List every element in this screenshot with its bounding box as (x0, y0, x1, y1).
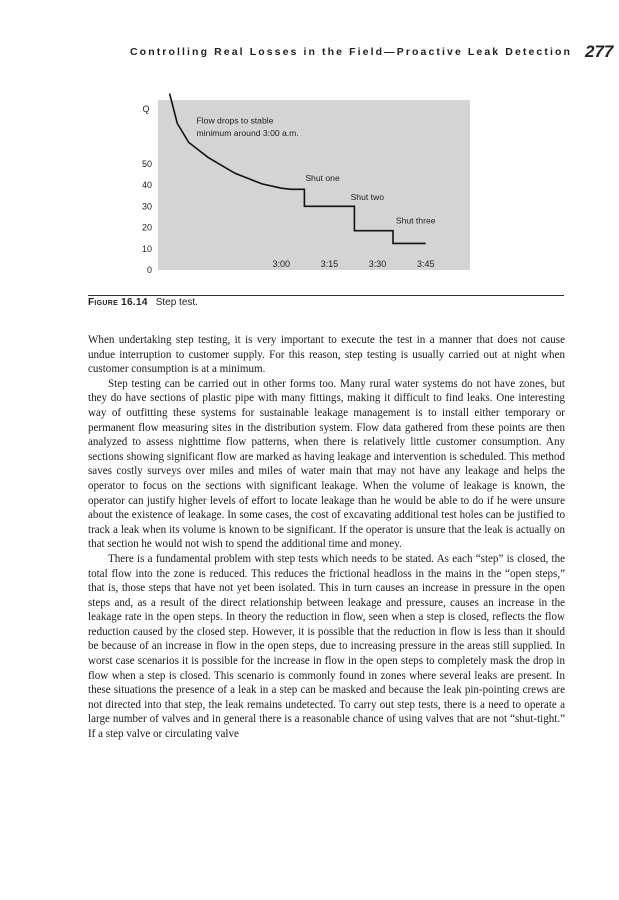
step-test-chart (140, 92, 480, 282)
x-tick-label: 3:45 (416, 259, 435, 269)
body-text (88, 333, 565, 742)
x-tick-label: 3:00 (272, 259, 291, 269)
paragraph: When undertaking step testing, it is very important to execute the test in a manner that does not cause undue interruption to customer supply. For this reason, step testing is usually carried out at night when customer consumption is at a minimum. (88, 334, 565, 376)
x-tick-label: 3:15 (320, 259, 339, 269)
paragraph: There is a fundamental problem with step tests which needs to be stated. As each “step” is closed, the total flow into the zone is reduced. This reduces the frictional headloss in the mains in the “open steps,” that is, those steps that have not yet been isolated. This in turn causes an increase in pressure in the open steps and, as a result of the direct relationship between leakage and pressure, causes an increase in the leakage rate in the open steps. In theory the reduction in flow, seen when a step is closed, reflects the flow reduction caused by the closed step. However, it is possible that the reduction in flow is less than it should be because of an increase in flow in the open steps, due to increasing pressure in the areas still supplied. In worst case scenarios it is possible for the increase in flow in the open steps to completely mask the drop in flow when a step is closed. This scenario is commonly found in zones where several leaks are present. In these situations the presence of a leak in a step can be masked and because the leak pin-pointing crews are not directed into that step, the leak remains undetected. To carry out step tests, there is a need to operate a large number of valves and in general there is a reasonable chance of using valves that are not “shut-tight.” If a step valve or circulating valve (88, 552, 565, 741)
caption-rule (88, 295, 564, 296)
chart-annotation: minimum around 3:00 a.m. (196, 128, 299, 139)
plot-area (158, 100, 470, 270)
x-tick-label: 3:30 (368, 259, 387, 269)
chart-annotation: Flow drops to stable (196, 115, 274, 126)
y-tick-label: 30 (141, 201, 152, 212)
figure-caption-text: Step test. (155, 297, 198, 308)
paragraph: Step testing can be carried out in other forms too. Many rural water systems do not have zones, but they do have sections of plastic pipe with many fittings, making it difficult to find leaks. One interesting way of outfitting these systems for sustainable leakage management is to install either temporary or permanent flow measuring sites in the distribution system. Flow data gathered from these points are then analyzed to assess nighttime flow patterns, when there is relatively little customer consumption. Any sections showing significant flow are marked as having leakage and intervention is scheduled. This method saves costly surveys over miles and miles of water main that may not have any leakage and helps the operator to focus on the sections with significant leakage. When the volume of leakage is known, the operator can justify higher levels of effort to locate leakage than he would be able to do if he were unsure about the existence of leakage. In some cases, the cost of excavating additional test holes can be justified to track a leak when its volume is known to be significant. If the operator is unsure that the leak is actually on that section he would not wish to spend the additional time and money. (88, 377, 565, 551)
y-tick-label: 0 (146, 265, 152, 275)
figure-label: Figure 16.14 (88, 297, 148, 308)
page-number: 277 (585, 42, 614, 61)
running-head: Controlling Real Losses in the Field—Proactive Leak Detection (130, 46, 573, 58)
chart-annotation: Shut three (395, 215, 436, 226)
figure-caption (88, 297, 198, 308)
chart-annotation: Shut two (350, 191, 385, 202)
y-tick-label: 40 (141, 180, 152, 190)
y-tick-label: 20 (141, 222, 152, 233)
y-tick-label: 50 (141, 158, 152, 169)
y-tick-label: 10 (141, 243, 152, 254)
chart-annotation: Shut one (305, 172, 340, 183)
y-axis-label: Q (142, 104, 150, 114)
